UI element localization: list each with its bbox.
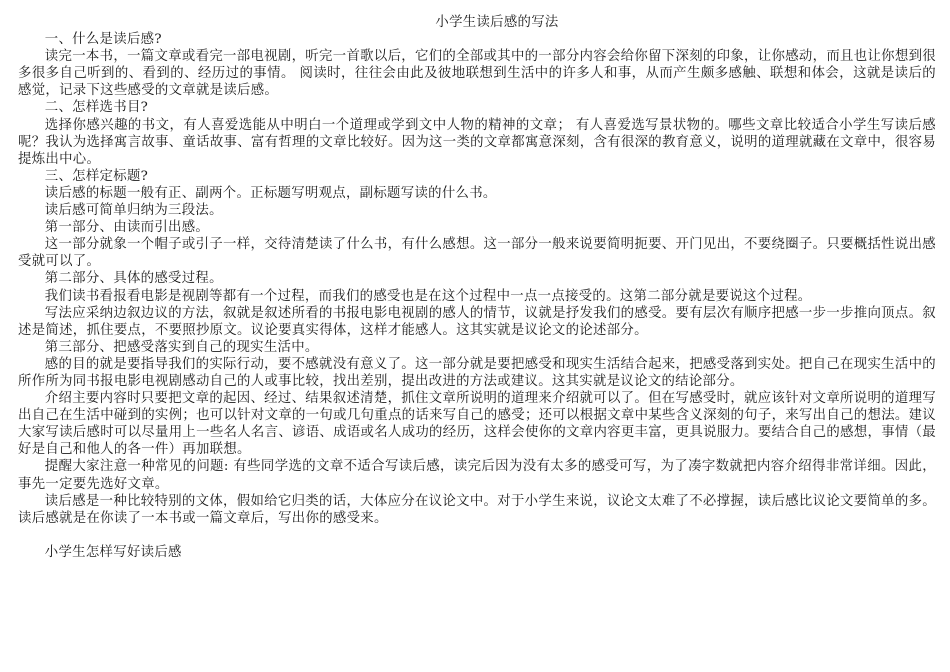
document-title: 小学生读后感的写法	[435, 15, 559, 30]
section-heading-2: 二、怎样选书目?	[44, 100, 149, 116]
paragraph-method: 写法应采纳边叙边议的方法，叙就是叙述所看的书报电影电视剧的感人的情节，议就是抒发我们的感受。要有层次有顺序把感一步一步推向顶点。叙述是简述，抓住要点，不要照抄原文。议论要真实得体，这样才能感人。这其实就是议论文的论述部分。	[18, 305, 936, 338]
paragraph-spacer	[18, 527, 936, 544]
paragraph-three-parts: 读后感可简单归纳为三段法。	[44, 203, 223, 219]
section-heading-1: 一、什么是读后感?	[44, 32, 162, 48]
paragraph-definition: 读完一本书，一篇文章或看完一部电视剧，听完一首歌以后，它们的全部或其中的一部分内容会给你留下深刻的印象，让你感动，而且也让你想到很多很多自己听到的、看到的、经历过的事情。 阅读时，往往会由此及彼地联想到生活中的许多人和事，从而产生颇多感触、联想和体会，这就是读后的感觉，记录下这些感受的文章就是读后感。	[18, 49, 936, 99]
part-three-heading: 第三部分、把感受落实到自己的现实生活中。	[44, 339, 319, 355]
paragraph-title-rule: 读后感的标题一般有正、副两个。正标题写明观点，副标题写读的什么书。	[44, 185, 497, 201]
document-body	[18, 14, 936, 561]
paragraph-part-three: 感的目的就是要指导我们的实际行动，要不感就没有意义了。这一部分就是要把感受和现实生活结合起来，把感受落到实处。把自己在现实生活中的所作所为同书报电影电视剧感动自己的人或事比较，找出差别，提出改进的方法或建议。这其实就是议论文的结论部分。	[18, 356, 936, 389]
part-one-heading: 第一部分、由读而引出感。	[44, 220, 210, 236]
paragraph-genre: 读后感是一种比较特别的文体，假如给它归类的话，大体应分在议论文中。对于小学生来说，议论文太难了不必撑握，读后感比议论文要简单的多。读后感就是在你读了一本书或一篇文章后，写出你的感受来。	[18, 493, 936, 526]
next-section-title: 小学生怎样写好读后感	[44, 544, 182, 560]
paragraph-part-one: 这一部分就象一个帽子或引子一样，交待清楚读了什么书，有什么感想。这一部分一般来说要简明扼要、开门见出，不要绕圈子。只要概括性说出感受就可以了。	[18, 237, 936, 270]
paragraph-part-two: 我们读书看报看电影是视剧等都有一个过程，而我们的感受也是在这个过程中一点一点接受的。这第二部分就是要说这个过程。	[44, 288, 812, 304]
paragraph-common-problem: 提醒大家注意一种常见的问题: 有些同学选的文章不适合写读后感，读完后因为没有太多的感受可写，为了凑字数就把内容介绍得非常详细。因此，事先一定要先选好文章。	[18, 459, 936, 492]
section-heading-3: 三、怎样定标题?	[44, 168, 149, 184]
paragraph-introduction-tips: 介绍主要内容时只要把文章的起因、经过、结果叙述清楚，抓住文章所说明的道理来介绍就可以了。但在写感受时，就应该针对文章所说明的道理写出自己在生活中碰到的实例；也可以针对文章的一句或几句重点的话来写自己的感受；还可以根据文章中某些含义深刻的句子，来写出自己的想法。建议大家写读后感时可以尽量用上一些名人名言、谚语、成语或名人成功的经历，这样会使你的文章内容更丰富，更具说服力。要结合自己的感想，事情（最好是自己和他人的各一件）再加联想。	[18, 391, 936, 458]
paragraph-choose-books: 选择你感兴趣的书文，有人喜爱选能从中明白一个道理或学到文中人物的精神的文章； 有人喜爱选写景状物的。哪些文章比较适合小学生写读后感呢？我认为选择寓言故事、童话故事、富有哲理的文章比较好。因为这一类的文章都寓意深刻，含有很深的教育意义，说明的道理就藏在文章中，很容易提炼出中心。	[18, 117, 936, 167]
part-two-heading: 第二部分、具体的感受过程。	[44, 271, 223, 287]
